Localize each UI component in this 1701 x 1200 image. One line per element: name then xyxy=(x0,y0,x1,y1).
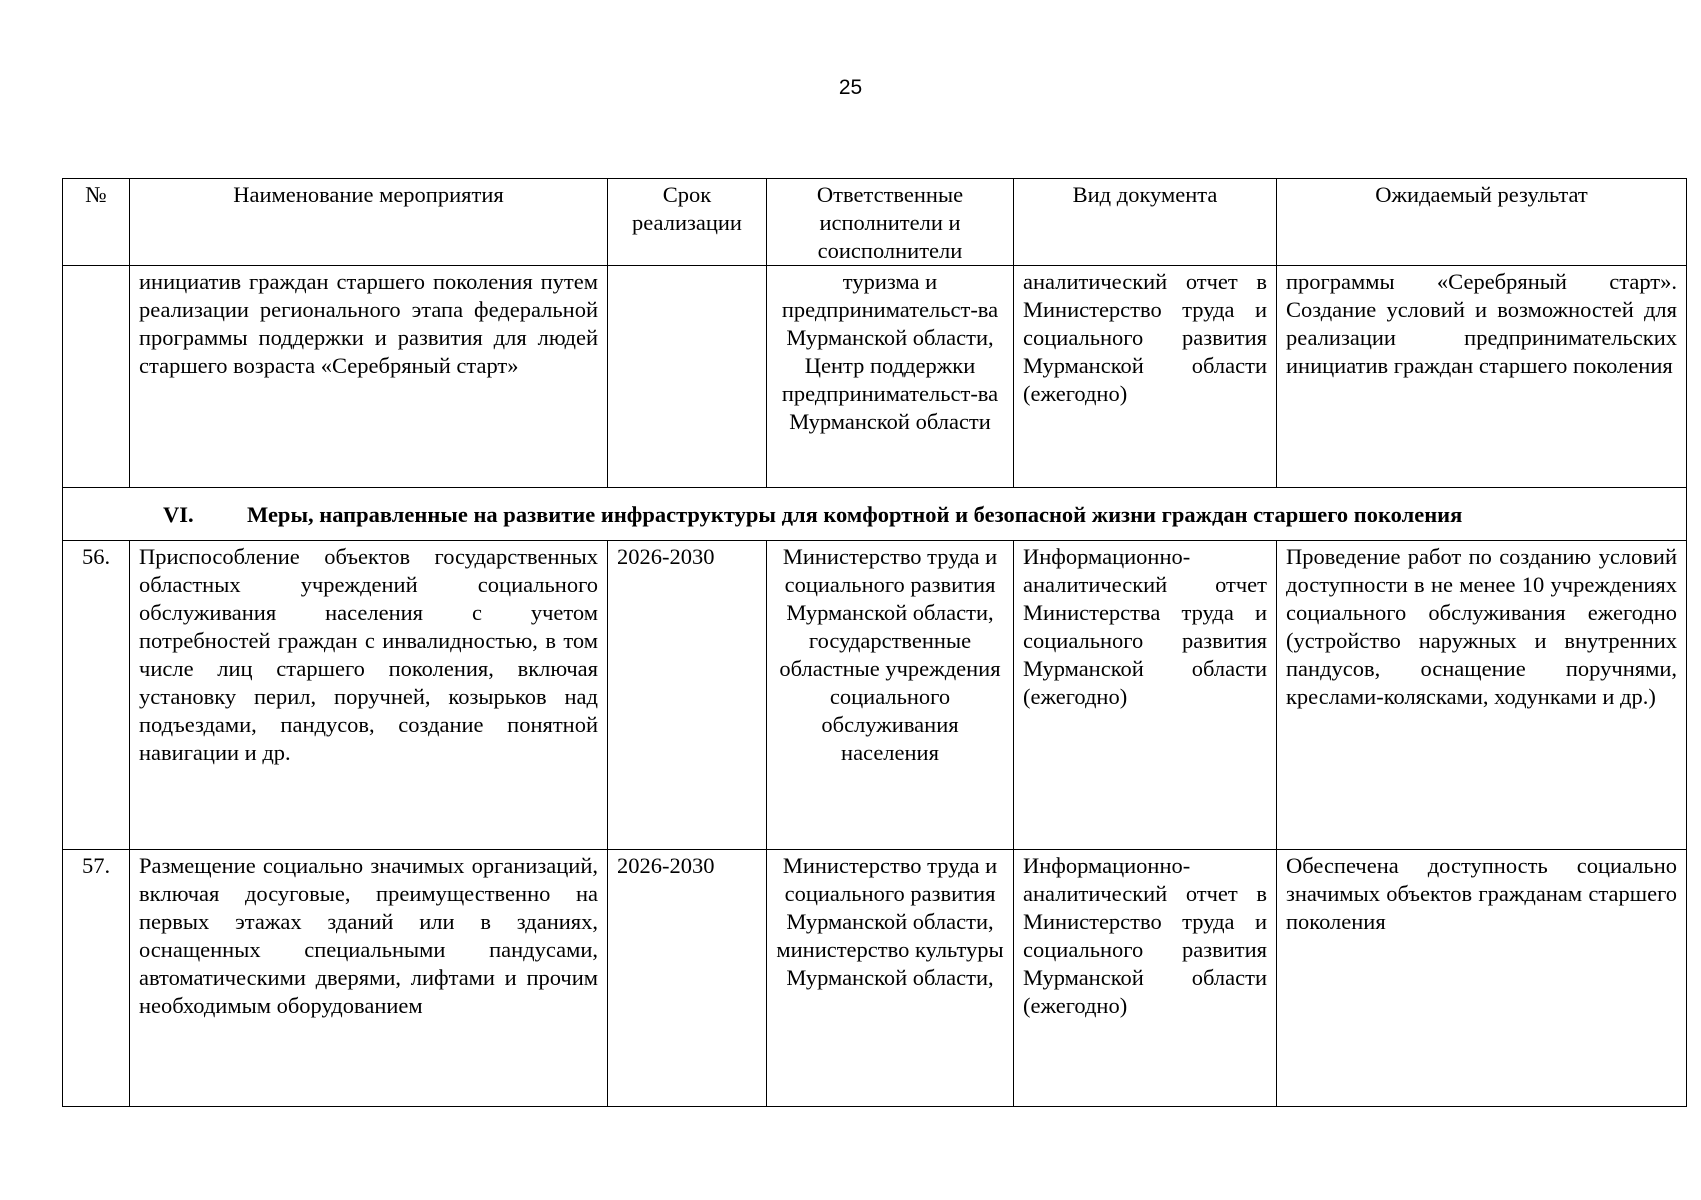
cell-responsible: Министерство труда и социального развития Мурманской области, государственные областные учреждения социального обслуживания населения xyxy=(767,541,1014,850)
cell-num: 56. xyxy=(63,541,130,850)
cell-term: 2026-2030 xyxy=(608,541,767,850)
cell-responsible: Министерство труда и социального развития Мурманской области, министерство культуры Мурманской области, xyxy=(767,850,1014,1107)
table-row xyxy=(63,541,1687,850)
header-name: Наименование мероприятия xyxy=(130,179,608,266)
cell-result: программы «Серебряный старт». Создание условий и возможностей для реализации предпринимательских инициатив граждан старшего поколения xyxy=(1277,266,1687,488)
section-number: VI. xyxy=(163,502,194,527)
cell-term: 2026-2030 xyxy=(608,850,767,1107)
header-term: Срок реализации xyxy=(608,179,767,266)
header-responsible: Ответственные исполнители и соисполнители xyxy=(767,179,1014,266)
table-row-continued xyxy=(63,266,1687,488)
section-title: Меры, направленные на развитие инфраструктуры для комфортной и безопасной жизни граждан старшего поколения xyxy=(247,502,1463,527)
table-row xyxy=(63,850,1687,1107)
cell-responsible: туризма и предпринимательст-ва Мурманской области, Центр поддержки предпринимательст-ва Мурманской области xyxy=(767,266,1014,488)
section-heading xyxy=(63,488,1687,541)
cell-name: Приспособление объектов государственных областных учреждений социального обслуживания населения с учетом потребностей граждан с инвалидностью, в том числе лиц старшего поколения, включая установку перил, поручней, козырьков над подъездами, пандусов, создание понятной навигации и др. xyxy=(130,541,608,850)
cell-num: 57. xyxy=(63,850,130,1107)
measures-table xyxy=(62,178,1687,1107)
cell-doc-type: Информационно-аналитический отчет Министерства труда и социального развития Мурманской области (ежегодно) xyxy=(1014,541,1277,850)
header-doc-type: Вид документа xyxy=(1014,179,1277,266)
table-header-row xyxy=(63,179,1687,266)
cell-name: Размещение социально значимых организаций, включая досуговые, преимущественно на первых этажах зданий или в зданиях, оснащенных специальными пандусами, автоматическими дверями, лифтами и прочим необходимым оборудованием xyxy=(130,850,608,1107)
cell-doc-type: аналитический отчет в Министерство труда и социального развития Мурманской области (ежегодно) xyxy=(1014,266,1277,488)
cell-num xyxy=(63,266,130,488)
cell-doc-type: Информационно-аналитический отчет в Министерство труда и социального развития Мурманской области (ежегодно) xyxy=(1014,850,1277,1107)
cell-name: инициатив граждан старшего поколения путем реализации регионального этапа федеральной программы поддержки и развития для людей старшего возраста «Серебряный старт» xyxy=(130,266,608,488)
header-num: № xyxy=(63,179,130,266)
cell-result: Проведение работ по созданию условий доступности в не менее 10 учреждениях социального обслуживания ежегодно (устройство наружных и внутренних пандусов, оснащение поручнями, креслами-колясками, ходунками и др.) xyxy=(1277,541,1687,850)
cell-term xyxy=(608,266,767,488)
section-row xyxy=(63,488,1687,541)
page-number: 25 xyxy=(838,76,863,99)
header-result: Ожидаемый результат xyxy=(1277,179,1687,266)
cell-result: Обеспечена доступность социально значимых объектов гражданам старшего поколения xyxy=(1277,850,1687,1107)
